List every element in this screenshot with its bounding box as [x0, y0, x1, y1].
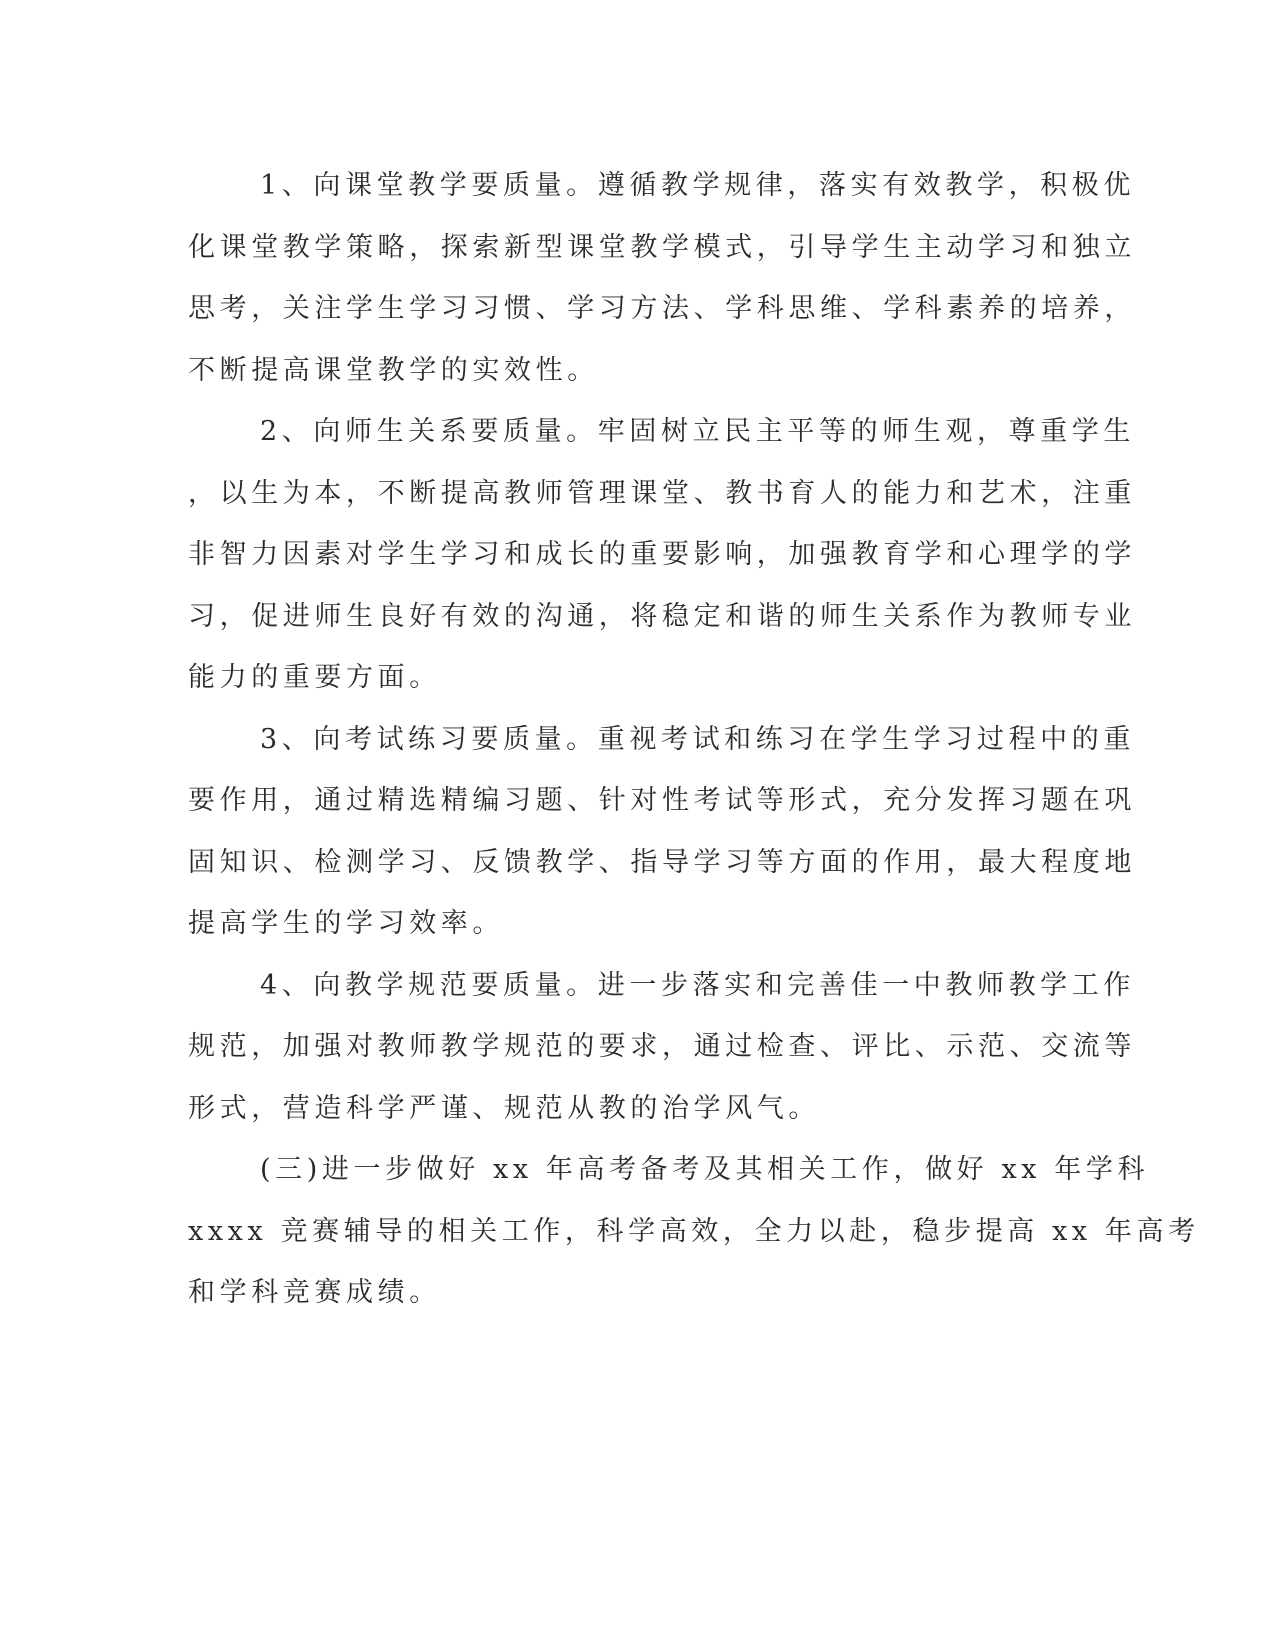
text-line: 规范，加强对教师教学规范的要求，通过检查、评比、示范、交流等 — [188, 1031, 1136, 1062]
document-body — [188, 155, 1200, 1324]
text-line: 固知识、检测学习、反馈教学、指导学习等方面的作用，最大程度地 — [188, 846, 1136, 878]
text-line: (三)进一步做好 xx 年高考备考及其相关工作，做好 xx 年学科 — [260, 1154, 1150, 1185]
text-line: 能力的重要方面。 — [188, 662, 441, 693]
text-line: 2、向师生关系要质量。牢固树立民主平等的师生观，尊重学生 — [260, 416, 1135, 447]
text-line: 习，促进师生良好有效的沟通，将稳定和谐的师生关系作为教师专业 — [188, 600, 1136, 632]
text-line: 4、向教学规范要质量。进一步落实和完善佳一中教师教学工作 — [260, 969, 1135, 1001]
text-line: ，以生为本，不断提高教师管理课堂、教书育人的能力和艺术，注重 — [188, 477, 1136, 509]
text-line: 和学科竞赛成绩。 — [188, 1277, 441, 1308]
text-line: 要作用，通过精选精编习题、针对性考试等形式，充分发挥习题在巩 — [188, 785, 1136, 816]
paragraph-section-3 — [188, 1139, 1200, 1324]
text-line: 形式，营造科学严谨、规范从教的治学风气。 — [188, 1092, 820, 1124]
text-line: 提高学生的学习效率。 — [188, 908, 504, 939]
paragraph-item-2 — [188, 401, 1136, 709]
text-line: 非智力因素对学生学习和成长的重要影响，加强教育学和心理学的学 — [188, 539, 1136, 570]
text-line: 3、向考试练习要质量。重视考试和练习在学生学习过程中的重 — [260, 723, 1135, 755]
text-line: 思考，关注学生学习习惯、学习方法、学科思维、学科素养的培养， — [188, 293, 1136, 324]
text-line: 化课堂教学策略，探索新型课堂教学模式，引导学生主动学习和独立 — [188, 231, 1136, 263]
text-line: 1、向课堂教学要质量。遵循教学规律，落实有效教学，积极优 — [260, 170, 1135, 201]
paragraph-item-1 — [188, 155, 1136, 401]
paragraph-item-4 — [188, 955, 1136, 1140]
text-line: xxxx 竞赛辅导的相关工作，科学高效，全力以赴，稳步提高 xx 年高考 — [188, 1215, 1200, 1247]
text-line: 不断提高课堂教学的实效性。 — [188, 354, 599, 386]
paragraph-item-3 — [188, 709, 1136, 955]
